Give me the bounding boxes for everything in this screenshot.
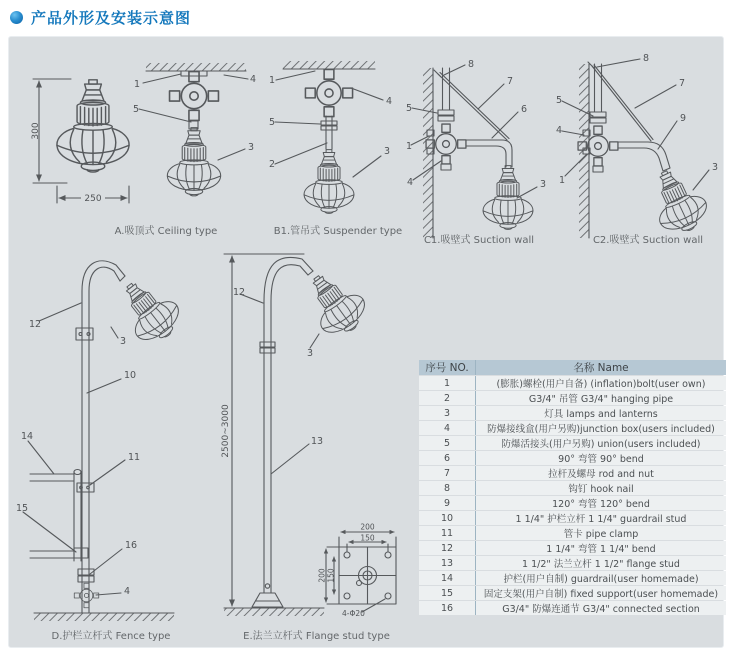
- row-no: 10: [419, 511, 476, 525]
- row-name: 120° 弯管 120° bend: [476, 496, 726, 510]
- detail-dim-label: 200: [360, 522, 375, 532]
- callout-label: 10: [124, 370, 137, 381]
- row-name: 防爆接线盒(用户另购)junction box(users included): [476, 421, 726, 435]
- row-name: G3/4" 吊管 G3/4" hanging pipe: [476, 391, 726, 405]
- callout-label: 12: [233, 287, 246, 298]
- row-name: 管卡 pipe clamp: [476, 526, 726, 540]
- row-name: 1 1/4" 弯管 1 1/4" bend: [476, 541, 726, 555]
- callout-label: 7: [679, 78, 686, 89]
- caption-suspender-type: B1.管吊式 Suspender type: [273, 226, 403, 237]
- table-row: [419, 556, 726, 570]
- caption-suction-wall-1: C1.吸壁式 Suction wall: [423, 235, 535, 246]
- diagram-flange-stud-type: [216, 241, 421, 633]
- col-header-no: 序号 NO.: [419, 360, 476, 375]
- callout-label: 3: [540, 179, 547, 190]
- dim-height-label: 300: [31, 122, 41, 140]
- table-row: [419, 391, 726, 405]
- diagram-fence-type: [16, 243, 216, 628]
- diagram-suction-wall-90: [406, 46, 566, 244]
- table-row: [419, 436, 726, 450]
- page-title: 产品外形及安装示意图: [31, 9, 192, 27]
- table-row: [419, 541, 726, 555]
- callout-label: 3: [712, 162, 719, 173]
- row-no: 6: [419, 451, 476, 465]
- callout-label: 16: [125, 540, 138, 551]
- detail-dim-label: 150: [326, 568, 336, 583]
- callout-label: 3: [120, 336, 127, 347]
- row-no: 16: [419, 601, 476, 615]
- row-name: 护栏(用户自制) guardrail(user homemade): [476, 571, 726, 585]
- page-header: [10, 7, 191, 28]
- callout-label: 1: [134, 79, 141, 90]
- row-no: 1: [419, 376, 476, 390]
- lamp-drawing: [304, 150, 354, 214]
- row-name: 1 1/4" 护栏立杆 1 1/4" guardrail stud: [476, 511, 726, 525]
- row-no: 4: [419, 421, 476, 435]
- pole-height-label: 2500~3000: [221, 404, 231, 458]
- row-no: 14: [419, 571, 476, 585]
- callout-label: 8: [468, 59, 475, 70]
- diagram-product-outline: [27, 65, 139, 217]
- callout-label: 3: [307, 348, 314, 359]
- callout-label: 9: [680, 113, 687, 124]
- row-name: 灯具 lamps and lanterns: [476, 406, 726, 420]
- row-name: 拉杆及螺母 rod and nut: [476, 466, 726, 480]
- table-row: [419, 466, 726, 480]
- table-row: [419, 526, 726, 540]
- table-row: [419, 406, 726, 420]
- lamp-drawing: [167, 128, 220, 196]
- callout-label: 1: [269, 75, 276, 86]
- table-row: [419, 451, 726, 465]
- callout-label: 1: [406, 141, 413, 152]
- table-row: [419, 481, 726, 495]
- caption-ceiling-type: A.吸顶式 Ceiling type: [114, 226, 218, 237]
- table-row: [419, 601, 726, 615]
- callout-label: 4: [386, 96, 393, 107]
- parts-table: [419, 359, 726, 616]
- callout-label: 2: [269, 159, 276, 170]
- row-name: 固定支架(用户自制) fixed support(user homemade): [476, 586, 726, 600]
- callout-label: 6: [521, 104, 528, 115]
- row-no: 9: [419, 496, 476, 510]
- callout-label: 3: [384, 146, 391, 157]
- parts-table-body: [419, 376, 726, 615]
- row-no: 7: [419, 466, 476, 480]
- callout-label: 5: [406, 103, 413, 114]
- callout-label: 15: [16, 503, 29, 514]
- row-name: 钩钉 hook nail: [476, 481, 726, 495]
- row-name: 1 1/2" 法兰立杆 1 1/2" flange stud: [476, 556, 726, 570]
- lamp-drawing: [57, 80, 129, 172]
- table-row: [419, 571, 726, 585]
- table-row: [419, 511, 726, 525]
- callout-label: 13: [311, 436, 324, 447]
- callout-label: 11: [128, 452, 141, 463]
- callout-label: 5: [556, 95, 563, 106]
- junction-box-drawing: [74, 583, 98, 607]
- row-no: 13: [419, 556, 476, 570]
- callout-label: 7: [507, 76, 514, 87]
- table-row: [419, 421, 726, 435]
- junction-box-drawing: [305, 69, 352, 116]
- callout-label: 4: [124, 586, 131, 597]
- detail-holes-label: 4-Φ20: [342, 609, 365, 618]
- callout-label: 8: [643, 53, 650, 64]
- dim-width-label: 250: [84, 194, 102, 204]
- detail-dim-label: 150: [360, 533, 375, 543]
- callout-label: 4: [556, 125, 563, 136]
- callout-label: 4: [250, 74, 257, 85]
- lamp-drawing: [483, 166, 533, 230]
- lamp-drawing: [641, 161, 713, 240]
- row-no: 8: [419, 481, 476, 495]
- row-no: 3: [419, 406, 476, 420]
- table-row: [419, 586, 726, 600]
- callout-label: 4: [407, 177, 414, 188]
- caption-flange-stud-type: E.法兰立杆式 Flange stud type: [243, 631, 390, 642]
- callout-label: 1: [559, 175, 566, 186]
- table-row: [419, 376, 726, 390]
- row-no: 11: [419, 526, 476, 540]
- row-name: G3/4" 防爆连通节 G3/4" connected section: [476, 601, 726, 615]
- detail-dim-label: 200: [317, 568, 327, 583]
- junction-box-drawing: [170, 72, 219, 121]
- col-header-name: 名称 Name: [476, 360, 726, 375]
- row-name: 防爆活接头(用户另购) union(users included): [476, 436, 726, 450]
- row-no: 12: [419, 541, 476, 555]
- table-row: [419, 496, 726, 510]
- section-bullet-icon: [10, 11, 23, 24]
- row-name: (膨胀)螺栓(用户自备) (inflation)bolt(user own): [476, 376, 726, 390]
- row-name: 90° 弯管 90° bend: [476, 451, 726, 465]
- diagram-suction-wall-120: [556, 46, 726, 244]
- row-no: 2: [419, 391, 476, 405]
- diagram-suspender-type: [269, 53, 404, 225]
- caption-fence-type: D.护栏立杆式 Fence type: [51, 631, 171, 642]
- callout-label: 12: [29, 319, 42, 330]
- caption-suction-wall-2: C2.吸壁式 Suction wall: [592, 235, 704, 246]
- diagram-ceiling-type: [131, 53, 266, 223]
- callout-label: 5: [133, 104, 140, 115]
- row-no: 15: [419, 586, 476, 600]
- row-no: 5: [419, 436, 476, 450]
- callout-label: 5: [269, 117, 276, 128]
- content-panel: [8, 36, 724, 648]
- callout-label: 3: [248, 142, 255, 153]
- callout-label: 14: [21, 431, 34, 442]
- parts-table-header-row: [419, 360, 726, 375]
